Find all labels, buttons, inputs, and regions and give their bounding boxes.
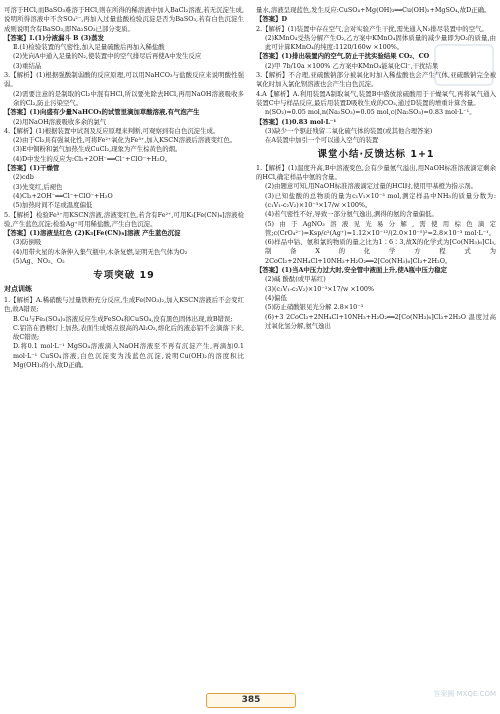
answer-line: 【答案】(1)溶液呈红色 (2)K₃[Fe(CN)₆]溶液 产生蓝色沉淀 bbox=[4, 229, 181, 238]
answer-line: 【答案】(1)干燥管 bbox=[4, 164, 60, 173]
answer-line: 【答案】(1)排出装置内的空气,防止干扰实验结果 CO₂、CO bbox=[256, 52, 430, 61]
section-heading: 专项突破 19 bbox=[93, 270, 155, 282]
paragraph: (2)碱 酚酞(或甲基红) bbox=[265, 275, 326, 284]
paragraph: 1.【解析】(1)温度升高,B中溶液变色,会有少量氨气溢出,用NaOH标准溶液滴定剩余的HCl,确定样品中氨的含量。 bbox=[256, 163, 496, 182]
paragraph: (2)用NaOH溶液吸收多余的氯气 bbox=[13, 117, 107, 126]
watermark-logo: 答案圈 MXQE.COM bbox=[433, 690, 496, 698]
paragraph: (2)cdb bbox=[13, 173, 34, 182]
paragraph: (2)甲 7b/10a ×100% 乙方案中KMnO₄能氧化Cl⁻,干扰结果 bbox=[265, 61, 439, 70]
paragraph: (3)防倒吸 bbox=[13, 238, 42, 247]
paragraph: (3)先变红,后褪色 bbox=[13, 182, 63, 191]
paragraph: (2)由题意可知,用NaOH标准溶液滴定过量的HCl时,使用甲基橙为指示剂。 bbox=[265, 182, 477, 191]
paragraph: 4.【解析】(1)根据装置中试剂及反应原理来判断,可观察到有白色沉淀生成。 bbox=[4, 126, 220, 135]
paragraph: n(SO₂)=0.05 mol,n(Na₂SO₃)=0.05 mol,c(Na₂SO₃)=0.83 mol·L⁻¹。 bbox=[265, 108, 476, 117]
paragraph: (2)需要注意的是制取的Cl₂中混有HCl,所以要先除去HCl,再用NaOH溶液吸收多余的Cl₂,防止污染空气。 bbox=[13, 89, 244, 107]
paragraph: (4)D中发生的反应为:Cl₂+2OH⁻══Cl⁻+ClO⁻+H₂O。 bbox=[13, 154, 172, 163]
paragraph: (3)已知盐酸的总物质的量为c₁V₁×10⁻³ mol,测定样品中NH₃的质量分数为:(c₁V₁-c₂V₂)×10⁻³×17/w ×100%。 bbox=[265, 191, 496, 209]
paragraph: (4)Cl₂+2OH⁻══Cl⁻+ClO⁻+H₂O bbox=[13, 191, 113, 200]
paragraph: (6)样品中钴、氨和氯的物质的量之比为1∶6∶3,故X的化学式为[Co(NH₃)₆]Cl₃,制备X的化学方程式为2CoCl₂+2NH₄Cl+10NH₃+H₂O₂══2[Co(NH₃)₆]Cl₃+2H₂O。 bbox=[265, 238, 496, 265]
paragraph: 3.【解析】不合理,亚硫酸钠部分被氧化时加入稀盐酸也会产生气体,亚硫酸钠完全被氧化时加入氯化钡溶液也会产生白色沉淀。 bbox=[256, 71, 496, 89]
paragraph: 4.A【解析】A.利用装置A制取氧气,装置B中盛放浓硫酸用于干燥氧气,再将氧气通入装置C中与样品反应,最后用装置D吸收生成的CO₂,通过D装置的增重计算含量。 bbox=[256, 89, 496, 107]
paragraph: 3.【解析】(1)根据强酸制弱酸的反应原理,可以用NaHCO₃与盐酸反应来说明酸性强弱。 bbox=[4, 71, 244, 89]
paragraph: C.铝箔在酒精灯上加热,表面生成熔点很高的Al₂O₃,熔化后的液态铝不会滴落下来,故C错误; bbox=[13, 323, 244, 342]
answer-line: 【答案】D bbox=[256, 15, 288, 24]
paragraph: 在A装置中加引一个可以通入空气的装置 bbox=[265, 136, 379, 145]
sub-heading: 对点训练 bbox=[4, 284, 32, 293]
paragraph: (2)由于Cl₂具有强氧化性,可将Fe²⁺氧化为Fe³⁺,加入KSCN溶液后溶液变红色。 bbox=[13, 136, 237, 145]
answer-line: 【答案】(1)0.83 mol·L⁻¹ bbox=[256, 117, 337, 126]
paragraph: (4)若气密性不好,导致一部分氨气逸出,测得的氨的含量偏低。 bbox=[265, 210, 438, 219]
paragraph: 可溶于HCl,而BaSO₃难溶于HCl,则在所得的稀溶液中加入BaCl₂溶液,若无沉淀生成,说明所得溶液中不含SO₄²⁻,再加入过量盐酸检验沉淀是否为BaSO₃,若有白色沉淀生成则说明含有BaSO₃,即Na₂SO₃已部分变质。 bbox=[4, 6, 244, 33]
paragraph: B.Cu与Fe₂(SO₄)₃溶液反应生成FeSO₄和CuSO₄,没有黑色固体出现,故B错误; bbox=[13, 314, 233, 323]
paragraph: 2.【解析】(1)装置中存在空气,会对实验产生干扰,需先通入N₂排尽装置中的空气。 bbox=[256, 24, 488, 33]
section-heading: 课堂小结·反馈达标 1+1 bbox=[317, 149, 435, 161]
paragraph: 5.【解析】检验Fe³⁺用KSCN溶液,溶液变红色,若含有Fe²⁺,可用K₃[Fe(CN)₆]溶液检验,产生蓝色沉淀;检验Ag⁺可用稀盐酸,产生白色沉淀。 bbox=[4, 210, 244, 228]
paragraph: (4)偏低 bbox=[265, 293, 287, 302]
paragraph: D.将0.1 mol·L⁻¹ MgSO₄溶液滴入NaOH溶液至不再有沉淀产生,再滴加0.1 mol·L⁻¹ CuSO₄溶液,白色沉淀变为浅蓝色沉淀,说明Cu(OH)₂的溶度积比Mg(OH)₂的小,故D正确。 bbox=[13, 342, 244, 369]
answer-line: 【答案】(1)当A中压力过大时,安全管中液面上升,使A瓶中压力稳定 bbox=[256, 266, 448, 275]
paragraph: 量水,溶液呈现蓝色,发生反应:CuSO₄+Mg(OH)₂══Cu(OH)₂+MgSO₄,故D正确。 bbox=[256, 6, 491, 14]
right-column bbox=[256, 6, 496, 692]
paragraph: (2)KMnO₄受热分解产生O₂,乙方案中KMnO₄固体质量的减少量即为O₂的质量,由此可计算KMnO₄的纯度:1120/160w ×100%。 bbox=[265, 33, 496, 52]
paragraph: (5)加热时间不足或温度偏低 bbox=[13, 201, 93, 210]
paragraph: (5)防止硝酸银见光分解 2.8×10⁻³ bbox=[265, 303, 364, 312]
paragraph: (3)缺少一个驱赶残留二氧化硫气体的装置(或其他合理答案) bbox=[265, 126, 433, 135]
left-column bbox=[4, 6, 244, 692]
paragraph: (4)用带火星的木条伸入集气瓶中,木条复燃,证明无色气体为O₂ bbox=[13, 247, 188, 256]
answer-line: 【答案】Ⅰ.(1)分液漏斗 B (3)蒸发 bbox=[4, 33, 104, 42]
paragraph: (6)+3 2CoCl₂+2NH₄Cl+10NH₃+H₂O₂══2[Co(NH₃)₆]Cl₃+2H₂O 温度过高过氧化氢分解,氨气逸出 bbox=[265, 312, 496, 330]
page-number: 385 bbox=[206, 693, 296, 708]
paragraph: (5)由于AgNO₃溶液见光易分解,需使用棕色滴定管;c(CrO₄²⁻)=Ksp/c²(Ag⁺)=1.12×10⁻¹²/(2.0×10⁻⁵)²=2.8×10⁻³ mol·L⁻¹。 bbox=[265, 219, 496, 237]
paragraph: Ⅱ.(1)检验装置的气密性,加入足量硫酸后再加入稀盐酸 bbox=[13, 43, 165, 52]
paragraph: 1.【解析】A.稀硝酸与过量铁粉充分反应,生成Fe(NO₃)₂,加入KSCN溶液后不会变红色,故A错误; bbox=[4, 295, 244, 314]
paragraph: (3)重结晶 bbox=[13, 61, 42, 70]
paragraph: (5)Ag、NO₂、O₂ bbox=[13, 257, 65, 266]
answer-line: 【答案】(1)向盛有少量NaHCO₃的试管里滴加草酸溶液,有气泡产生 bbox=[4, 108, 200, 117]
paragraph: (3)E中铜粉和氯气加热生成CuCl₂,现象为产生棕黄色的烟。 bbox=[13, 145, 182, 154]
paragraph: (3)(c₁V₁-c₂V₂)×10⁻³×17/w ×100% bbox=[265, 284, 375, 293]
paragraph: (2)先向A中通入足量的N₂,使装置中的空气排尽后再使A中发生反应 bbox=[13, 52, 202, 61]
